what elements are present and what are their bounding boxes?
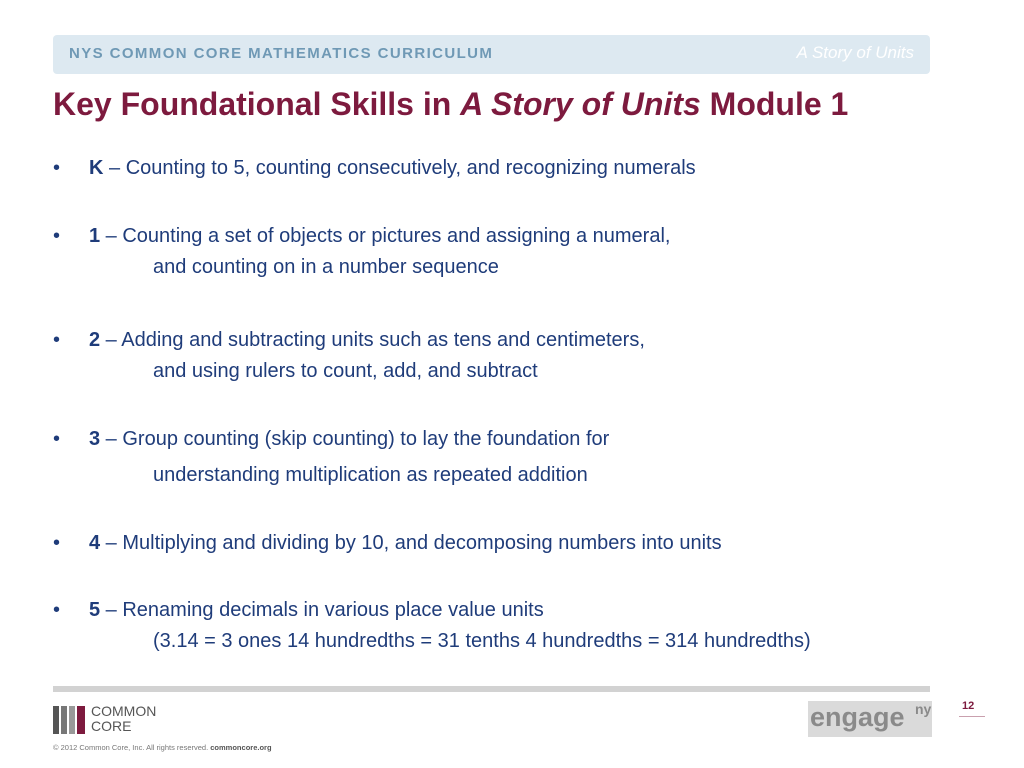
skill-text: – Multiplying and dividing by 10, and decomposing numbers into units xyxy=(100,532,722,554)
copyright-text xyxy=(53,743,272,752)
skill-text: – Renaming decimals in various place value units xyxy=(100,599,544,621)
skill-text-continued: and using rulers to count, add, and subtract xyxy=(153,360,538,382)
page-number: 12 xyxy=(962,700,975,712)
skill-text: – Adding and subtracting units such as tens and centimeters, xyxy=(100,329,645,351)
bullet-dot: • xyxy=(53,157,61,179)
engage-sup: ny xyxy=(915,701,932,717)
page-number-underline xyxy=(959,716,985,717)
grade-label: 4 xyxy=(89,532,101,554)
skill-text-continued: (3.14 = 3 ones 14 hundredths = 31 tenths 4 hundredths = 314 hundredths) xyxy=(153,630,811,652)
title-part1: Key Foundational Skills in xyxy=(53,86,461,122)
title-italic: A Story of Units xyxy=(460,86,701,122)
bullet-dot: • xyxy=(53,329,61,351)
footer-divider xyxy=(53,686,930,692)
skill-text-continued: and counting on in a number sequence xyxy=(153,256,499,278)
engageny-logo xyxy=(808,701,932,737)
story-label: A Story of Units xyxy=(796,43,914,62)
grade-label: 2 xyxy=(89,329,101,351)
skill-text-continued: understanding multiplication as repeated addition xyxy=(153,464,588,486)
skill-text: – Counting a set of objects or pictures and assigning a numeral, xyxy=(100,225,671,247)
curriculum-label: NYS COMMON CORE MATHEMATICS CURRICULUM xyxy=(69,45,494,62)
copyright-site: commoncore.org xyxy=(210,743,272,752)
skill-text: – Counting to 5, counting consecutively, and recognizing numerals xyxy=(103,157,696,179)
grade-label: K xyxy=(89,157,104,179)
copyright-label: © 2012 Common Core, Inc. All rights reserved. xyxy=(53,743,211,752)
grade-label: 5 xyxy=(89,599,101,621)
logo-line-1: COMMON xyxy=(91,703,157,719)
bullet-dot: • xyxy=(53,428,61,450)
bullet-dot: • xyxy=(53,532,61,554)
engage-text: engage xyxy=(810,702,905,732)
title-part2: Module 1 xyxy=(700,86,849,122)
bullet-dot: • xyxy=(53,225,61,247)
common-core-logo xyxy=(53,704,193,736)
grade-label: 3 xyxy=(89,428,101,450)
logo-line-2: CORE xyxy=(91,718,132,734)
grade-label: 1 xyxy=(89,225,101,247)
bullet-dot: • xyxy=(53,599,61,621)
skill-text: – Group counting (skip counting) to lay the foundation for xyxy=(100,428,610,450)
skills-list xyxy=(53,0,953,768)
